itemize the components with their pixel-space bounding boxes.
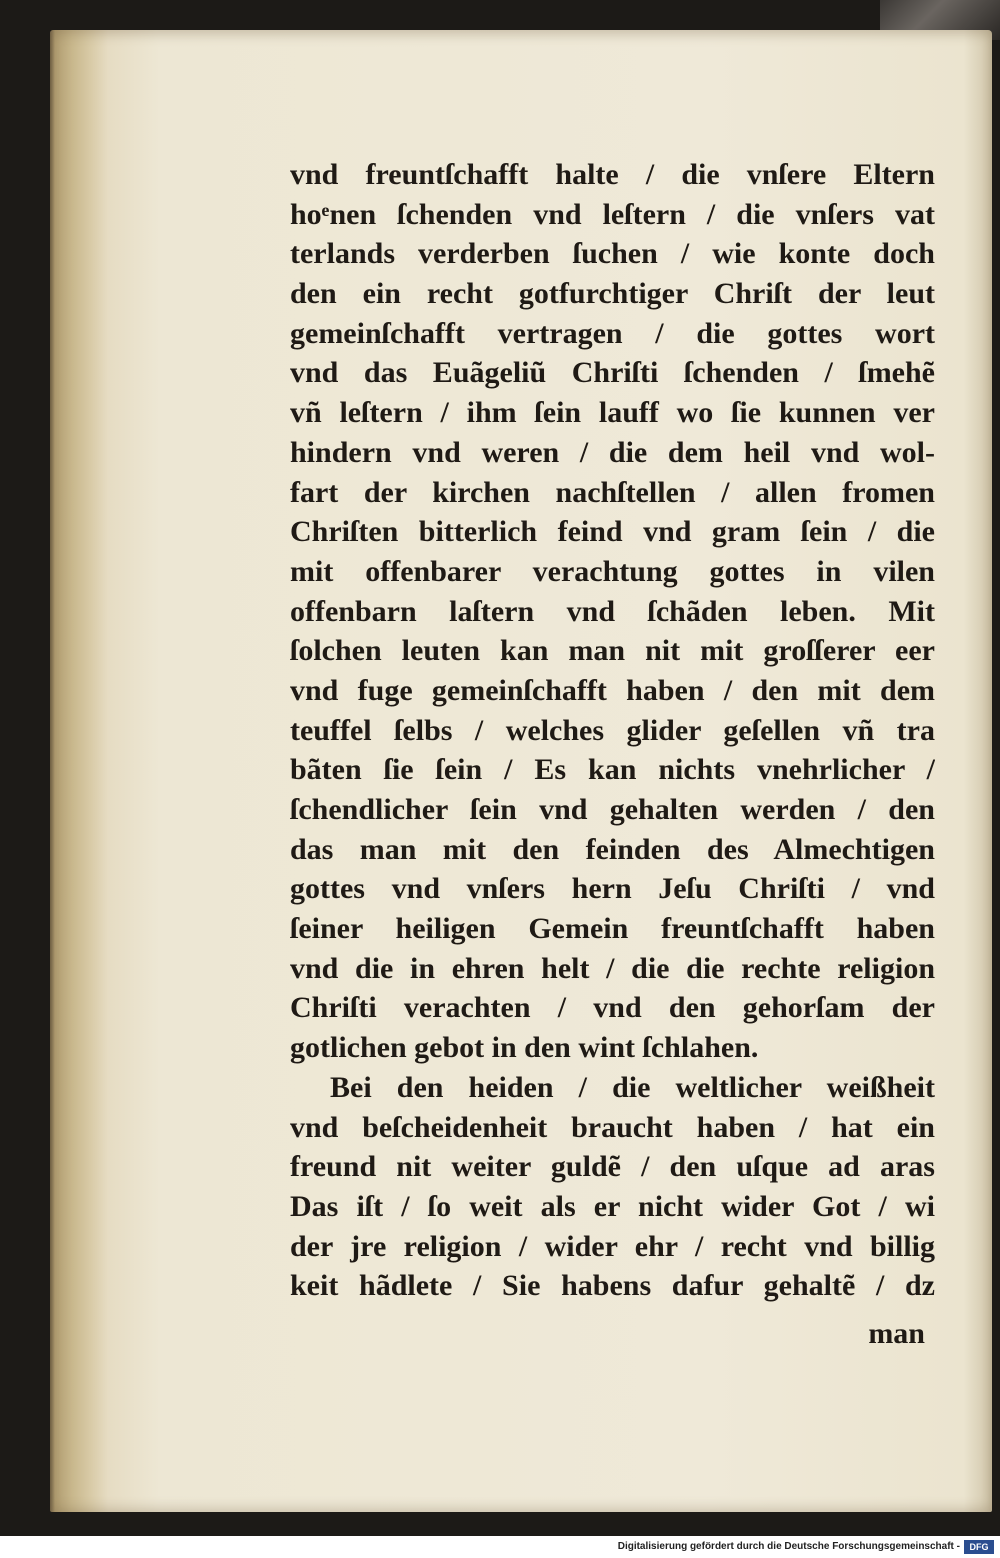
text-line: offenbarn laſtern vnd ſchãden leben. Mit — [290, 594, 935, 628]
text-line: hoͤnen ſchenden vnd leſtern / die vnſers vat — [290, 197, 935, 231]
dfg-logo: DFG — [964, 1540, 994, 1554]
footer-credit: Digitalisierung gefördert durch die Deutsche Forschungsgemeinschaft - — [617, 1541, 960, 1552]
text-line: mit offenbarer verachtung gottes in vilen — [290, 554, 935, 588]
text-line: keit hãdlete / Sie habens dafur gehaltẽ / dz — [290, 1269, 935, 1303]
text-line: der jre religion / wider ehr / recht vnd billig — [290, 1229, 935, 1263]
text-line: bãten ſie ſein / Es kan nichts vnehrlicher / — [290, 753, 935, 787]
text-line: freund nit weiter guldẽ / den uſque ad aras — [290, 1150, 935, 1184]
text-line: vnd fuge gemeinſchafft haben / den mit dem — [290, 673, 935, 707]
catchword: man — [868, 1316, 925, 1350]
text-line: teuffel ſelbs / welches glider geſellen vñ tra — [290, 713, 935, 747]
text-line: ſolchen leuten kan man nit mit groſſerer eer — [290, 634, 935, 668]
paragraph-2 — [290, 1068, 935, 1306]
page-text-block — [290, 155, 935, 1354]
text-line: Das iſt / ſo weit als er nicht wider Got / wi — [290, 1189, 935, 1223]
text-line: ſchendlicher ſein vnd gehalten werden / den — [290, 793, 935, 826]
text-line: vnd beſcheidenheit braucht haben / hat ein — [290, 1110, 935, 1144]
text-line: vnd die in ehren helt / die die rechte religion — [290, 951, 935, 985]
paragraph-1 — [290, 155, 935, 1068]
text-line: Chriſti verachten / vnd den gehorſam der — [290, 991, 935, 1025]
text-line: das man mit den feinden des Almechtigen — [290, 832, 935, 866]
text-line: gotlichen gebot in den wint ſchlahen. — [290, 1031, 759, 1065]
digitization-footer — [0, 1536, 1000, 1558]
text-line: fart der kirchen nachſtellen / allen fromen — [290, 475, 935, 509]
text-line: Chriſten bitterlich feind vnd gram ſein / die — [290, 515, 935, 549]
text-line: gottes vnd vnſers hern Jeſu Chriſti / vnd — [290, 872, 935, 906]
text-line: gemeinſchafft vertragen / die gottes wort — [290, 316, 935, 350]
text-line: den ein recht gotfurchtiger Chriſt der leut — [290, 277, 935, 311]
text-line: vñ leſtern / ihm ſein lauff wo ſie kunnen ver — [290, 396, 935, 430]
text-line: vnd freuntſchafft halte / die vnſere Eltern — [290, 158, 935, 191]
text-line: vnd das Euãgeliũ Chriſti ſchenden / ſmehẽ — [290, 356, 935, 390]
text-line: terlands verderben ſuchen / wie konte doch — [290, 237, 935, 271]
text-line: Bei den heiden / die weltlicher weißheit — [330, 1070, 935, 1104]
text-line: ſeiner heiligen Gemein freuntſchafft haben — [290, 912, 935, 946]
text-line: hindern vnd weren / die dem heil vnd wol- — [290, 435, 935, 469]
